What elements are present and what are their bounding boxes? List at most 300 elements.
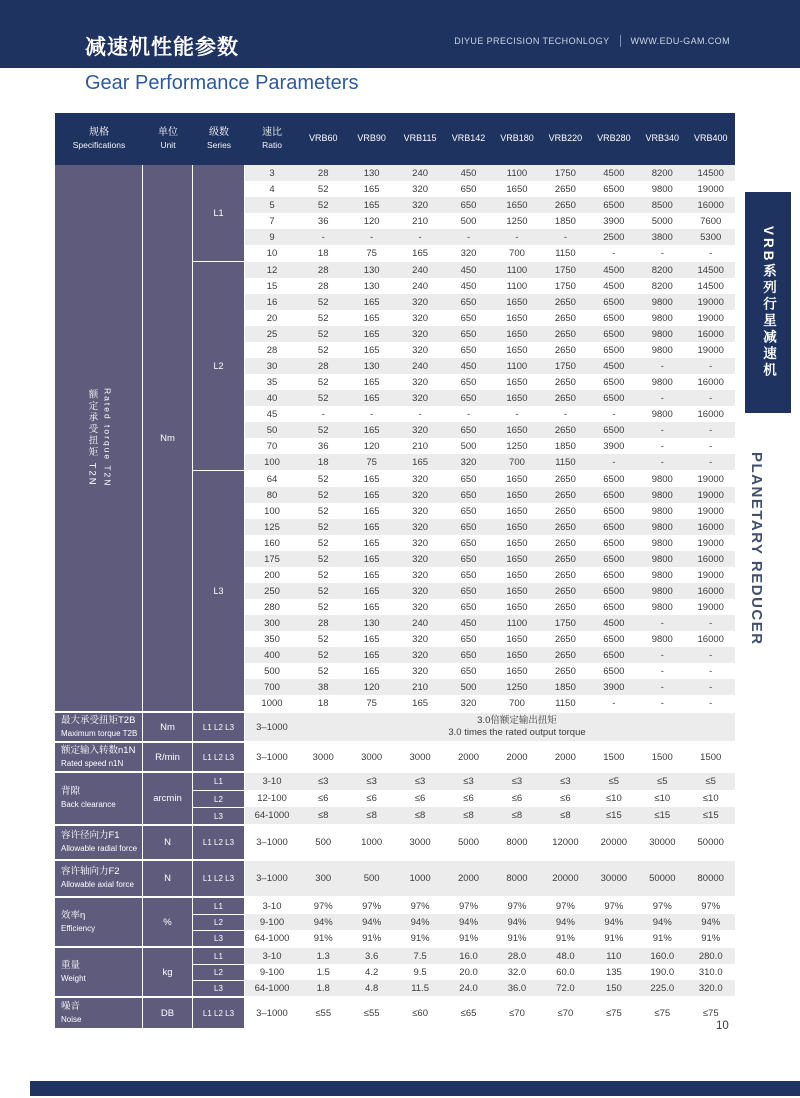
value-cell: 97%: [459, 900, 479, 912]
value-cell: 320: [412, 521, 429, 533]
value-cell: 1650: [506, 649, 528, 661]
value-cell: -: [660, 697, 664, 709]
table-row: [193, 948, 735, 964]
value-cell: ≤8: [414, 810, 426, 821]
series-cell: L1 L2 L3: [193, 743, 245, 771]
table-row: [245, 487, 735, 503]
unit-cell-efficiency: %: [143, 898, 193, 946]
value-cell: 28.0: [507, 950, 527, 962]
ratio-cell: 3–1000: [256, 751, 288, 763]
value-cell: 6500: [603, 296, 625, 308]
value-cell: 165: [363, 553, 380, 565]
param-rows: [193, 713, 735, 741]
unit-cell-axial-force: N: [143, 861, 193, 896]
col-header-unit-en: Unit: [160, 140, 176, 151]
value-cell: 1650: [506, 392, 528, 404]
value-cell: 210: [412, 215, 429, 227]
ratio-cell: 64-1000: [254, 982, 290, 994]
series-block-l3: [193, 470, 735, 711]
ratio-cell: 45: [266, 408, 278, 420]
value-cell: 450: [460, 167, 477, 179]
ratio-cell: 25: [266, 328, 278, 340]
value-cell: 91%: [507, 932, 527, 944]
value-cell: 1650: [506, 312, 528, 324]
ratio-cell: 50: [266, 424, 278, 436]
spec-label-en: Noise: [61, 1014, 82, 1024]
value-cell: -: [709, 247, 713, 259]
ratio-cell: 100: [264, 456, 280, 468]
value-cell: ≤70: [509, 1007, 525, 1019]
value-cell: 52: [317, 183, 329, 195]
value-cell: 1000: [409, 873, 431, 884]
value-cell: 52: [317, 312, 329, 324]
param-band-weight: [55, 946, 735, 996]
value-cell: 1500: [700, 751, 722, 763]
value-cell: 52: [317, 633, 329, 645]
value-cell: 1150: [555, 247, 576, 259]
col-header-unit: [143, 113, 193, 165]
value-cell: 650: [460, 505, 477, 517]
performance-table: [55, 113, 735, 1028]
divider: [620, 35, 621, 47]
spec-cell-max-torque: [55, 713, 143, 741]
value-cell: 9800: [651, 408, 673, 420]
value-cell: -: [321, 408, 325, 420]
value-cell: 1750: [554, 617, 576, 629]
value-cell: 165: [363, 296, 380, 308]
value-cell: 320: [412, 665, 429, 677]
value-cell: -: [466, 231, 471, 243]
value-cell: 19000: [697, 296, 724, 308]
value-cell: 1100: [506, 280, 528, 292]
value-cell: ≤75: [654, 1007, 671, 1019]
value-cell: ≤5: [705, 776, 716, 787]
value-cell: 6500: [603, 328, 625, 340]
value-cell: 165: [363, 505, 380, 517]
value-cell: 6500: [603, 199, 625, 211]
value-cell: 52: [317, 601, 329, 613]
col-header-ratio-cn: 速比: [262, 127, 282, 139]
series-cell: L3: [193, 807, 245, 824]
value-cell: 18: [317, 456, 329, 468]
model-name: VRB90: [357, 133, 386, 144]
value-cell: 6500: [603, 505, 625, 517]
ratio-cell: 40: [266, 392, 278, 404]
table-row: [193, 914, 735, 930]
span-note-cn: 3.0倍额定输出扭矩: [477, 714, 557, 726]
series-cell: L2: [193, 964, 245, 980]
header-bar: [0, 0, 800, 68]
value-cell: 14500: [697, 167, 724, 179]
ratio-cell: 15: [266, 280, 278, 292]
value-cell: -: [370, 231, 374, 243]
ratio-cell: 700: [264, 681, 280, 693]
value-cell: 1100: [506, 264, 528, 276]
side-tab-series: VRB系列行星减速机: [745, 192, 791, 413]
value-cell: 94%: [701, 916, 721, 928]
value-cell: 1750: [554, 167, 576, 179]
value-cell: 2650: [554, 585, 576, 597]
value-cell: 52: [317, 505, 329, 517]
col-header-model: [590, 113, 638, 165]
value-cell: -: [515, 408, 519, 420]
ratio-rows: [245, 165, 735, 261]
value-cell: 9800: [651, 521, 673, 533]
value-cell: 9800: [651, 505, 673, 517]
value-cell: 120: [363, 215, 380, 227]
spec-label-en: Maximum torque T2B: [61, 728, 138, 738]
col-header-ratio-en: Ratio: [262, 140, 282, 151]
value-cell: 2650: [554, 199, 576, 211]
series-cell: L2: [193, 914, 245, 930]
value-cell: ≤60: [412, 1007, 428, 1019]
table-row: [193, 826, 735, 859]
value-cell: -: [660, 440, 664, 452]
table-row: [245, 615, 735, 631]
spec-rated-torque-en: Rated torque T2N: [102, 388, 113, 488]
value-cell: 97%: [652, 900, 672, 912]
value-cell: 2000: [506, 751, 528, 763]
spec-cell-noise: [55, 998, 143, 1028]
value-cell: 165: [363, 665, 380, 677]
value-cell: 6500: [603, 392, 625, 404]
value-cell: 1650: [506, 199, 528, 211]
page-title-en: Gear Performance Parameters: [85, 72, 359, 94]
series-cell: L1: [193, 898, 245, 914]
value-cell: 9800: [651, 376, 673, 388]
span-note-en: 3.0 times the rated output torque: [448, 727, 586, 738]
value-cell: 2650: [554, 569, 576, 581]
value-cell: -: [660, 424, 664, 436]
value-cell: ≤8: [511, 810, 523, 821]
model-name: VRB60: [308, 133, 338, 144]
value-cell: 16000: [697, 633, 724, 645]
table-row: [245, 310, 735, 326]
spec-rated-torque-cn: 额定承受扭矩 T2N: [86, 389, 98, 487]
value-cell: 450: [460, 360, 477, 372]
unit-cell-rated-speed: R/min: [143, 743, 193, 771]
value-cell: 9800: [651, 537, 673, 549]
value-cell: 3000: [312, 751, 334, 763]
value-cell: -: [709, 665, 713, 677]
value-cell: 500: [460, 440, 477, 452]
value-cell: -: [660, 247, 664, 259]
ratio-cell: 80: [266, 489, 278, 501]
value-cell: 2650: [554, 473, 576, 485]
value-cell: 3900: [603, 215, 625, 227]
value-cell: 28: [317, 360, 329, 372]
value-cell: 8200: [651, 264, 673, 276]
value-cell: 300: [315, 873, 332, 884]
value-cell: -: [515, 231, 519, 243]
value-cell: 75: [366, 697, 377, 709]
value-cell: 210: [412, 681, 429, 693]
value-cell: -: [709, 440, 713, 452]
value-cell: ≤3: [463, 776, 474, 787]
col-header-spec-en: Specifications: [72, 140, 126, 151]
param-rows: [193, 898, 735, 946]
value-cell: ≤6: [560, 793, 571, 804]
value-cell: 9800: [651, 569, 673, 581]
series-cell: L3: [193, 980, 245, 996]
value-cell: 165: [363, 424, 380, 436]
ratio-cell: 3–1000: [256, 721, 288, 733]
value-cell: 650: [460, 489, 477, 501]
value-cell: 20000: [600, 837, 628, 848]
value-cell: ≤15: [654, 810, 671, 821]
table-row: [245, 422, 735, 438]
value-cell: 2650: [554, 328, 576, 340]
value-cell: 1650: [506, 665, 528, 677]
value-cell: ≤75: [702, 1007, 719, 1019]
param-band-rated-speed: [55, 741, 735, 771]
ratio-cell: 12-100: [257, 793, 287, 804]
company-name: DIYUE PRECISION TECHONLOGY: [454, 36, 610, 46]
param-rows: [193, 948, 735, 996]
table-row: [245, 551, 735, 567]
param-band-back-clearance: [55, 771, 735, 824]
value-cell: 38: [317, 681, 329, 693]
ratio-cell: 64-1000: [254, 810, 290, 821]
value-cell: ≤8: [366, 810, 377, 821]
ratio-cell: 4: [269, 183, 275, 195]
value-cell: ≤15: [702, 810, 719, 821]
table-row: [245, 663, 735, 679]
table-row: [245, 471, 735, 487]
value-cell: -: [418, 408, 422, 420]
table-row: [245, 326, 735, 342]
ratio-cell: 28: [266, 344, 278, 356]
value-cell: ≤5: [608, 776, 620, 787]
spec-cell-rated-torque: [55, 165, 143, 711]
value-cell: -: [660, 456, 664, 468]
value-cell: -: [612, 697, 616, 709]
col-header-spec-cn: 规格: [89, 127, 109, 139]
value-cell: 4500: [603, 280, 625, 292]
ratio-cell: 1000: [261, 697, 283, 709]
spec-label-cn: 容许径向力F1: [61, 830, 120, 842]
value-cell: -: [709, 617, 713, 629]
value-cell: 14500: [697, 264, 724, 276]
value-cell: 2650: [554, 392, 576, 404]
value-cell: 500: [363, 873, 380, 884]
value-cell: ≤6: [463, 793, 474, 804]
value-cell: 320: [412, 569, 429, 581]
value-cell: 97%: [604, 900, 624, 912]
ratio-cell: 12: [266, 264, 278, 276]
col-header-model: [396, 113, 444, 165]
value-cell: 4.8: [365, 982, 379, 994]
param-rows: [193, 861, 735, 896]
value-cell: 7.5: [413, 950, 427, 962]
value-cell: ≤10: [702, 793, 719, 804]
series-cell: L2: [193, 790, 245, 807]
value-cell: 2650: [554, 537, 576, 549]
table-row: [245, 181, 735, 197]
value-cell: 165: [363, 489, 380, 501]
value-cell: 52: [317, 473, 329, 485]
table-row: [193, 898, 735, 914]
value-cell: 28: [317, 280, 329, 292]
spec-label-en: Weight: [61, 973, 86, 983]
header-meta: [454, 35, 730, 47]
col-header-spec: [55, 113, 143, 165]
col-header-unit-cn: 单位: [158, 127, 178, 139]
value-cell: 320: [412, 553, 429, 565]
ratio-cell: 35: [266, 376, 278, 388]
value-cell: 120: [363, 440, 380, 452]
value-cell: 3000: [409, 837, 431, 848]
value-cell: 2650: [554, 296, 576, 308]
value-cell: 2650: [554, 553, 576, 565]
value-cell: 28: [317, 167, 329, 179]
value-cell: -: [709, 681, 713, 693]
value-cell: 2650: [554, 376, 576, 388]
value-cell: ≤6: [414, 793, 426, 804]
value-cell: 240: [412, 280, 429, 292]
col-header-model: [638, 113, 686, 165]
value-cell: 2650: [554, 633, 576, 645]
series-block-l2: [193, 261, 735, 470]
table-row: [245, 503, 735, 519]
value-cell: 28: [317, 617, 329, 629]
page-number: 10: [716, 1020, 729, 1032]
ratio-cell: 5: [269, 199, 275, 211]
value-cell: 1750: [554, 360, 576, 372]
value-cell: -: [370, 408, 374, 420]
col-header-model: [347, 113, 395, 165]
table-row: [245, 245, 735, 261]
value-cell: 2650: [554, 344, 576, 356]
value-cell: 97%: [362, 900, 382, 912]
value-cell: 135: [605, 966, 622, 978]
value-cell: ≤6: [366, 793, 377, 804]
ratio-cell: 175: [264, 553, 280, 565]
param-band-efficiency: [55, 896, 735, 946]
spec-label-cn: 重量: [61, 959, 81, 971]
value-cell: 16000: [697, 328, 724, 340]
value-cell: 16.0: [459, 950, 478, 962]
value-cell: 4500: [603, 167, 625, 179]
ratio-cell: 7: [269, 215, 275, 227]
value-cell: 320: [412, 537, 429, 549]
table-row: [245, 374, 735, 390]
value-cell: 36.0: [507, 982, 527, 994]
value-cell: 30000: [600, 873, 628, 884]
value-cell: 5300: [700, 231, 722, 243]
value-cell: 320: [412, 296, 429, 308]
value-cell: 650: [460, 473, 477, 485]
value-cell: -: [660, 392, 664, 404]
value-cell: 72.0: [556, 982, 575, 994]
value-cell: ≤3: [560, 776, 571, 787]
series-cell: L1: [193, 773, 245, 790]
value-cell: 50000: [697, 837, 724, 848]
table-row: [193, 861, 735, 896]
value-cell: 1850: [554, 440, 576, 452]
table-row: [245, 567, 735, 583]
value-cell: 240: [412, 167, 429, 179]
value-cell: 94%: [362, 916, 382, 928]
value-cell: 91%: [410, 932, 430, 944]
value-cell: 650: [460, 537, 477, 549]
ratio-cell: 70: [266, 440, 278, 452]
spec-cell-efficiency: [55, 898, 143, 946]
table-row: [245, 165, 735, 181]
value-cell: 1150: [555, 456, 576, 468]
col-header-ratio: [245, 113, 299, 165]
value-cell: 650: [460, 328, 477, 340]
value-cell: 160.0: [650, 950, 675, 962]
ratio-cell: 3–1000: [256, 873, 288, 884]
ratio-cell: 3-10: [262, 900, 282, 912]
value-cell: 52: [317, 585, 329, 597]
value-cell: ≤8: [560, 810, 571, 821]
value-cell: 52: [317, 344, 329, 356]
value-cell: 240: [412, 360, 429, 372]
value-cell: 94%: [313, 916, 333, 928]
value-cell: 9800: [651, 489, 673, 501]
value-cell: 52: [317, 537, 329, 549]
series-cell: L3: [193, 930, 245, 946]
side-label-product: PLANETARY REDUCER: [748, 452, 765, 646]
value-cell: 1650: [506, 489, 528, 501]
value-cell: 52: [317, 392, 329, 404]
value-cell: 165: [412, 456, 429, 468]
value-cell: 91%: [313, 932, 333, 944]
value-cell: 36: [317, 440, 329, 452]
value-cell: 320: [412, 376, 429, 388]
value-cell: ≤65: [460, 1007, 477, 1019]
spec-label-cn: 噪音: [61, 1000, 81, 1012]
value-cell: 7600: [700, 215, 722, 227]
table-row: [245, 583, 735, 599]
value-cell: 52: [317, 376, 329, 388]
col-header-series-cn: 级数: [209, 127, 229, 139]
col-header-model: [299, 113, 347, 165]
value-cell: 165: [363, 312, 380, 324]
table-row: [245, 438, 735, 454]
value-cell: 225.0: [650, 982, 675, 994]
value-cell: 1650: [506, 633, 528, 645]
value-cell: 75: [366, 247, 377, 259]
value-cell: 320: [412, 505, 429, 517]
value-cell: 8000: [506, 873, 528, 884]
spec-label-cn: 额定输入转数n1N: [61, 744, 136, 756]
table-row: [193, 743, 735, 771]
value-cell: 130: [363, 280, 380, 292]
table-row: [193, 807, 735, 824]
col-header-model: [493, 113, 541, 165]
value-cell: -: [660, 649, 664, 661]
value-cell: 19000: [697, 312, 724, 324]
value-cell: 130: [363, 360, 380, 372]
value-cell: 6500: [603, 537, 625, 549]
model-name: VRB280: [597, 133, 631, 144]
value-cell: 650: [460, 601, 477, 613]
value-cell: 9800: [651, 585, 673, 597]
value-cell: 52: [317, 553, 329, 565]
value-cell: 165: [363, 569, 380, 581]
value-cell: 9800: [651, 312, 673, 324]
table-row: [245, 647, 735, 663]
value-cell: 19000: [697, 505, 724, 517]
value-cell: 75: [366, 456, 377, 468]
value-cell: 500: [315, 837, 332, 848]
ratio-cell: 64-1000: [254, 932, 290, 944]
value-cell: 97%: [507, 900, 527, 912]
value-cell: 1650: [506, 344, 528, 356]
